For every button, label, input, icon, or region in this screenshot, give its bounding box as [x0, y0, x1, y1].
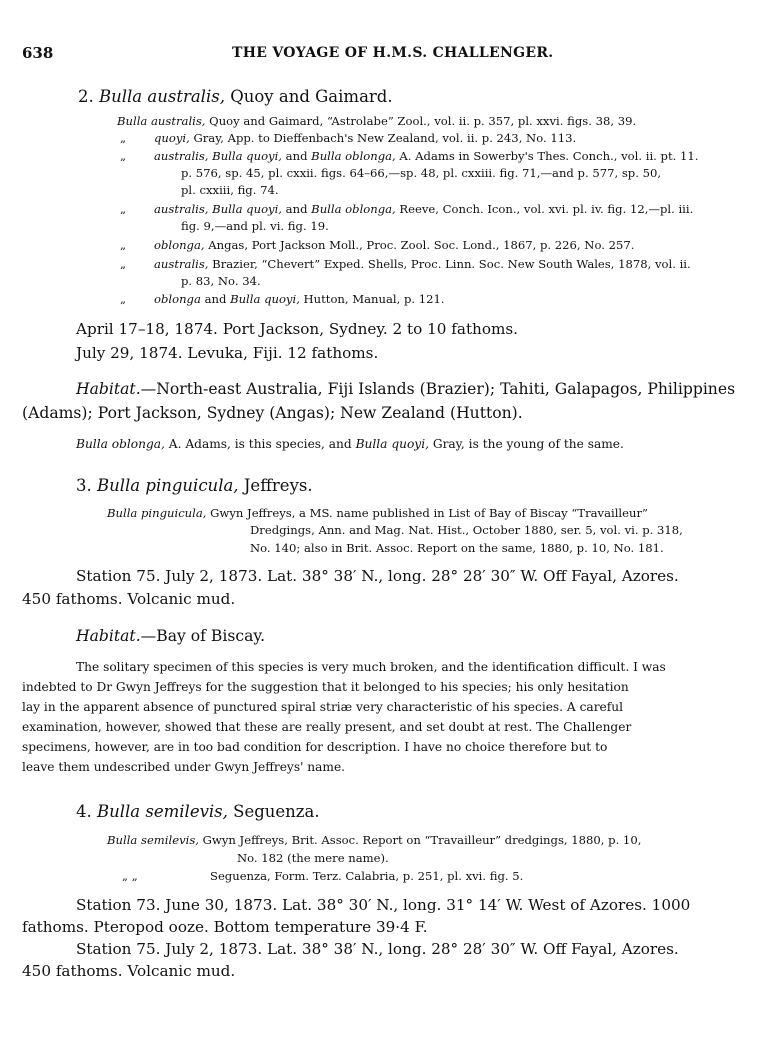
paragraph-line: indebted to Dr Gwyn Jeffreys for the suggestion that it belonged to his species; his only hesitation	[22, 680, 629, 694]
synonymy-entry	[120, 256, 691, 273]
habitat-line: (Adams); Port Jackson, Sydney (Angas); New Zealand (Hutton).	[22, 404, 523, 422]
synonymy-entry	[107, 832, 641, 849]
habitat-label: Habitat.	[76, 380, 141, 398]
species-name: Bulla australis,	[99, 87, 225, 106]
species-number: 3.	[76, 476, 92, 495]
species-author: Quoy and Gaimard.	[230, 87, 393, 106]
station-line: Station 73. June 30, 1873. Lat. 38° 30′ N., long. 31° 14′ W. West of Azores. 1000	[76, 896, 691, 914]
synonymy-entry	[120, 130, 576, 147]
synonymy-continuation: p. 83, No. 34.	[181, 274, 261, 288]
synonymy-citation: Hutton, Manual, p. 121.	[299, 292, 445, 306]
synonymy-citation: Gray, App. to Dieffenbach's New Zealand, vol. ii. p. 243, No. 113.	[189, 131, 577, 145]
synonymy-citation: Quoy and Gaimard, “Astrolabe” Zool., vol. ii. p. 357, pl. xxvi. figs. 38, 39.	[205, 114, 637, 128]
species-name: Bulla pinguicula,	[97, 476, 239, 495]
synonymy-taxon: oblonga	[154, 292, 201, 306]
synonymy-text: and	[200, 292, 231, 306]
paragraph-line: leave them undescribed under Gwyn Jeffreys' name.	[22, 760, 346, 774]
paragraph-line: lay in the apparent absence of punctured spiral striæ very characteristic of his species. A careful	[22, 700, 623, 714]
synonymy-text: and	[282, 149, 312, 163]
synonymy-continuation: p. 576, sp. 45, pl. cxxii. figs. 64–66,—sp. 48, pl. cxxiii. fig. 71,—and p. 577, sp. 50,	[181, 166, 662, 180]
synonymy-continuation: Dredgings, Ann. and Mag. Nat. Hist., October 1880, ser. 5, vol. vi. p. 318,	[250, 523, 683, 537]
species-author: Jeffreys.	[243, 476, 313, 495]
synonymy-citation: Brazier, “Chevert” Exped. Shells, Proc. Linn. Soc. New South Wales, 1878, vol. ii.	[208, 257, 691, 271]
synonymy-entry	[120, 291, 445, 308]
habitat-label: Habitat.	[76, 627, 141, 645]
running-title: THE VOYAGE OF H.M.S. CHALLENGER.	[232, 45, 554, 61]
synonymy-taxon: Bulla pinguicula,	[107, 506, 207, 520]
station-line: fathoms. Pteropod ooze. Bottom temperature 39·4 F.	[22, 918, 428, 936]
synonymy-continuation: No. 140; also in Brit. Assoc. Report on the same, 1880, p. 10, No. 181.	[250, 541, 664, 555]
note-taxon: Bulla quoyi,	[355, 437, 429, 451]
synonymy-taxon: australis, Bulla quoyi,	[154, 202, 282, 216]
note-taxon: Bulla oblonga,	[76, 437, 165, 451]
station-line: 450 fathoms. Volcanic mud.	[22, 962, 236, 980]
note-text: A. Adams, is this species, and	[164, 437, 356, 451]
habitat-line	[76, 627, 265, 645]
synonymy-taxon: australis,	[154, 257, 209, 271]
station-line: Station 75. July 2, 1873. Lat. 38° 38′ N., long. 28° 28′ 30″ W. Off Fayal, Azores.	[76, 567, 679, 585]
synonymy-taxon: Bulla quoyi,	[230, 292, 300, 306]
synonymy-continuation: No. 182 (the mere name).	[237, 851, 389, 865]
synonymy-entry	[122, 868, 523, 885]
species-number: 4.	[76, 802, 92, 821]
note-text: Gray, is the young of the same.	[428, 437, 624, 451]
paragraph-line: specimens, however, are in too bad condition for description. I have no choice therefore but to	[22, 740, 608, 754]
synonymy-citation: Reeve, Conch. Icon., vol. xvi. pl. iv. fig. 12,—pl. iii.	[395, 202, 694, 216]
ditto-mark: „ „	[122, 869, 138, 883]
species-heading	[76, 802, 320, 821]
synonymy-taxon: australis, Bulla quoyi,	[154, 149, 282, 163]
synonymy-taxon: quoyi,	[154, 131, 190, 145]
paragraph-line: The solitary specimen of this species is very much broken, and the identification difficult. I was	[76, 660, 666, 674]
ditto-mark: „	[120, 131, 127, 145]
station-line: 450 fathoms. Volcanic mud.	[22, 590, 236, 608]
species-name: Bulla semilevis,	[97, 802, 228, 821]
synonymy-citation: Angas, Port Jackson Moll., Proc. Zool. Soc. Lond., 1867, p. 226, No. 257.	[204, 238, 635, 252]
station-line: July 29, 1874. Levuka, Fiji. 12 fathoms.	[76, 344, 379, 362]
synonymy-taxon: Bulla oblonga,	[311, 149, 396, 163]
synonymy-entry	[120, 148, 698, 165]
synonymy-entry	[120, 237, 634, 254]
ditto-mark: „	[120, 292, 127, 306]
species-heading	[76, 476, 313, 495]
synonymy-citation: Gwyn Jeffreys, a MS. name published in List of Bay of Biscay “Travailleur”	[206, 506, 648, 520]
species-author: Seguenza.	[233, 802, 320, 821]
synonymy-continuation: fig. 9,—and pl. vi. fig. 19.	[181, 219, 329, 233]
species-note	[76, 437, 624, 451]
habitat-text: —North-east Australia, Fiji Islands (Brazier); Tahiti, Galapagos, Philippines	[140, 380, 736, 398]
paragraph-line: examination, however, showed that these are really present, and set doubt at rest. The Challenger	[22, 720, 632, 734]
synonymy-taxon: Bulla oblonga,	[311, 202, 396, 216]
ditto-mark: „	[120, 257, 127, 271]
synonymy-entry	[117, 113, 636, 130]
synonymy-citation: Seguenza, Form. Terz. Calabria, p. 251, pl. xvi. fig. 5.	[210, 869, 524, 883]
synonymy-taxon: Bulla australis,	[117, 114, 206, 128]
ditto-mark: „	[120, 238, 127, 252]
synonymy-citation: Gwyn Jeffreys, Brit. Assoc. Report on “Travailleur” dredgings, 1880, p. 10,	[198, 833, 642, 847]
ditto-mark: „	[120, 149, 127, 163]
synonymy-citation: A. Adams in Sowerby's Thes. Conch., vol. ii. pt. 11.	[395, 149, 699, 163]
synonymy-taxon: oblonga,	[154, 238, 205, 252]
synonymy-entry	[120, 201, 693, 218]
synonymy-entry	[107, 505, 648, 522]
ditto-mark: „	[120, 202, 127, 216]
station-line: April 17–18, 1874. Port Jackson, Sydney. 2 to 10 fathoms.	[76, 320, 519, 338]
station-line: Station 75. July 2, 1873. Lat. 38° 38′ N., long. 28° 28′ 30″ W. Off Fayal, Azores.	[76, 940, 679, 958]
habitat-text: —Bay of Biscay.	[140, 627, 266, 645]
synonymy-continuation: pl. cxxiii, fig. 74.	[181, 183, 279, 197]
habitat-line	[76, 380, 735, 398]
species-number: 2.	[78, 87, 94, 106]
page-number: 638	[22, 44, 54, 62]
synonymy-taxon: Bulla semilevis,	[107, 833, 199, 847]
synonymy-text: and	[282, 202, 312, 216]
species-heading	[78, 87, 393, 106]
